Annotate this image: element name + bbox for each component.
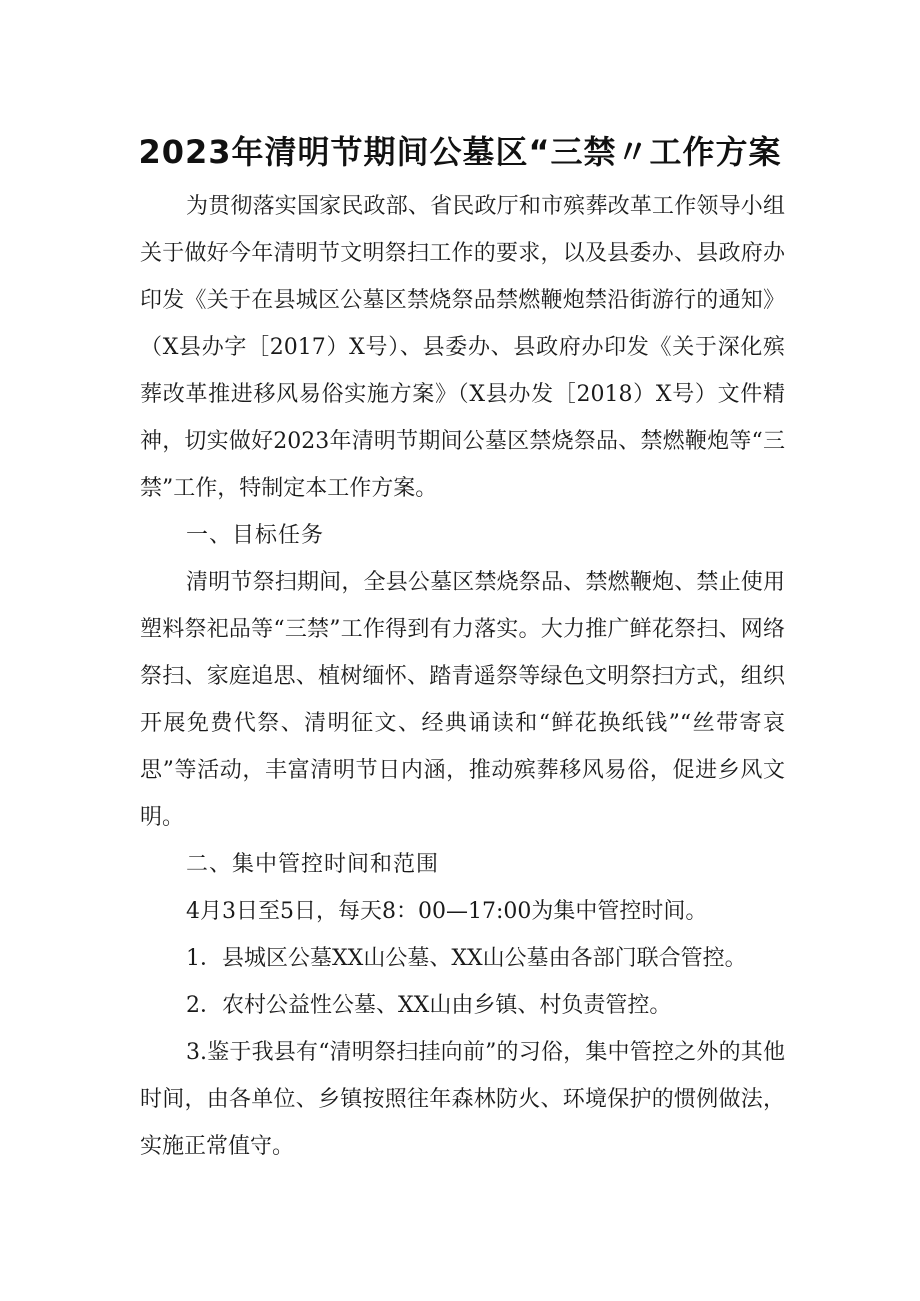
control-time-paragraph: 4月3日至5日，每天8：00—17:00为集中管控时间。 — [186, 899, 708, 924]
scope-item-3: 3.鉴于我县有“清明祭扫挂向前”的习俗，集中管控之外的其他时间，由各单位、乡镇按照往年森林防火、环境保护的惯例做法，实施正常值守。 — [140, 1040, 785, 1159]
scope-item-1: 1．县城区公墓XX山公墓、XX山公墓由各部门联合管控。 — [186, 946, 747, 971]
section-heading-scope: 二、集中管控时间和范围 — [186, 852, 440, 877]
scope-item-2: 2．农村公益性公墓、XX山由乡镇、村负责管控。 — [186, 993, 672, 1018]
section-heading-goals: 一、目标任务 — [186, 523, 325, 548]
document-title: 2023年清明节期间公墓区“三禁〃工作方案 — [138, 133, 782, 171]
document-body — [140, 183, 785, 1170]
goals-paragraph: 清明节祭扫期间，全县公墓区禁烧祭品、禁燃鞭炮、禁止使用塑料祭祀品等“三禁”工作得到有力落实。大力推广鲜花祭扫、网络祭扫、家庭追思、植树缅怀、踏青遥祭等绿色文明祭扫方式，组织开展免费代祭、清明征文、经典诵读和“鲜花换纸钱”“丝带寄哀思”等活动，丰富清明节日内涵，推动殡葬移风易俗，促进乡风文明。 — [140, 570, 785, 830]
intro-paragraph: 为贯彻落实国家民政部、省民政厅和市殡葬改革工作领导小组关于做好今年清明节文明祭扫工作的要求，以及县委办、县政府办印发《关于在县城区公墓区禁烧祭品禁燃鞭炮禁沿街游行的通知》（X县办字［2017）X号）、县委办、县政府办印发《关于深化殡葬改革推进移风易俗实施方案》（X县办发［2018）X号）文件精神，切实做好2023年清明节期间公墓区禁烧祭品、禁燃鞭炮等“三禁”工作，特制定本工作方案。 — [140, 194, 785, 501]
